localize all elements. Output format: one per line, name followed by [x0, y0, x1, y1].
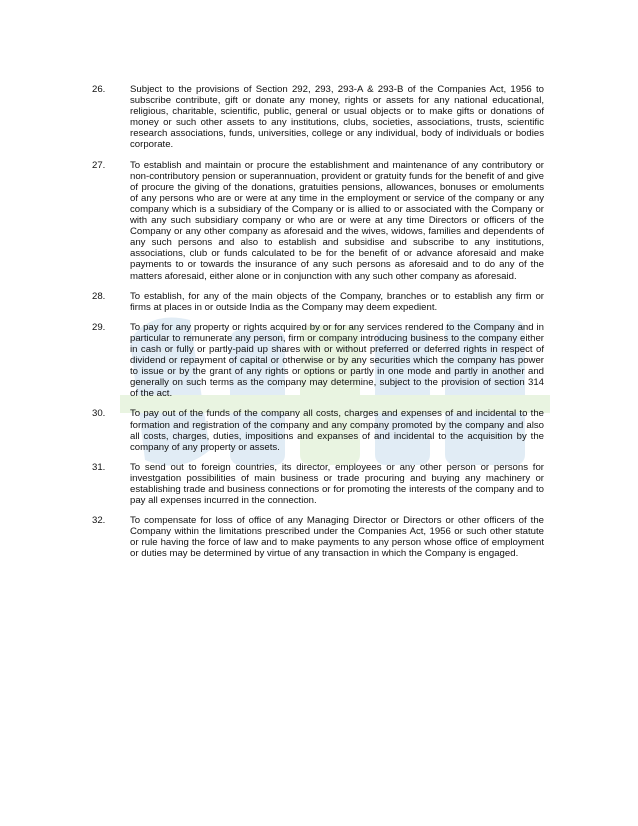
clause-text: To pay out of the funds of the company all costs, charges and expenses of and incidental to the formation and registration of the company and any company promoted by the company and also all costs, charges, duties, impositions and expanses of and incidental to the acquisition by the company of any property or assets. — [130, 408, 544, 453]
clause-28 — [92, 291, 544, 313]
clause-29 — [92, 322, 544, 400]
clause-30 — [92, 408, 544, 452]
clause-31 — [92, 462, 544, 506]
clause-number: 27. — [92, 159, 106, 171]
clause-number: 30. — [92, 408, 106, 420]
clause-number: 26. — [92, 84, 106, 95]
clause-text: To establish, for any of the main objects of the Company, branches or to establish any firm or firms at places in or outside India as the Company may deem expedient. — [130, 290, 544, 313]
clause-number: 32. — [92, 515, 106, 527]
clause-32 — [92, 515, 544, 559]
clause-text: Subject to the provisions of Section 292, 293, 293-A & 293-B of the Companies Act, 1956 to subscribe contribute, gift or donate any money, rights or assets for any national educational, religious, charitable, scientific, public, general or usual objects or to make gifts or donations of money or such other assets to any institutions, clubs, societies, associations, trusts, scientific research associations, funds, universities, college or any individual, body of individuals or bodies corporate. — [130, 84, 544, 151]
clause-text: To pay for any property or rights acquired by or for any services rendered to the Company and in particular to remunerate any person, firm or company introducing business to the company either in cash or fully or partly-paid up shares with or without preferred or deferred rights in respect of dividend or repayment of capital or otherwise or by any securities which the company has power to issue or by the grant of any rights or options or partly in one mode and partly in another and generally on such terms as the company may determine, subject to the provision of section 314 of the act. — [130, 321, 544, 400]
clause-number: 31. — [92, 461, 106, 473]
clause-text: To compensate for loss of office of any Managing Director or Directors or other officers of the Company within the limitations prescribed under the Companies Act, 1956 or such other statute or rule having the force of law and to make payments to any person whose office of employment or duties may be determined by virtue of any transaction in which the Company is engaged. — [130, 515, 544, 560]
clause-number: 29. — [92, 321, 106, 333]
clause-27 — [92, 160, 544, 282]
clause-number: 28. — [92, 290, 106, 302]
clause-text: To establish and maintain or procure the establishment and maintenance of any contributory or non-contributory pension or superannuation, provident or gratuity funds for the benefit of and give of procure the giving of the donations, gratuities pensions, allowances, bonuses or emoluments of any persons who are or were at any time in the employment or service of the company or any company which is a subsidiary of the Company or is allied to or associated with the Company or with any such subsidiary company or who are or were at any time Directors or officers of the Company or any other company as aforesaid and the wives, widows, families and dependents of any such persons and also to establish and subsidise and subscribe to any institutions, associations, club or funds calculated to be for the benefit of or advance aforesaid and make payments to or towards the insurance of any such persons as aforesaid and to do any of the matters aforesaid, either alone or in conjunction with any such other company as aforesaid. — [130, 159, 544, 282]
clause-text: To send out to foreign countries, its director, employees or any other person or persons for investgation possibilities of main business or trade procuring and buying any machinery or establishing trade and business connections or for promoting the interests of the company and to pay all expenses incurred in the connection. — [130, 461, 544, 507]
clause-list — [92, 84, 544, 569]
clause-26 — [92, 84, 544, 151]
